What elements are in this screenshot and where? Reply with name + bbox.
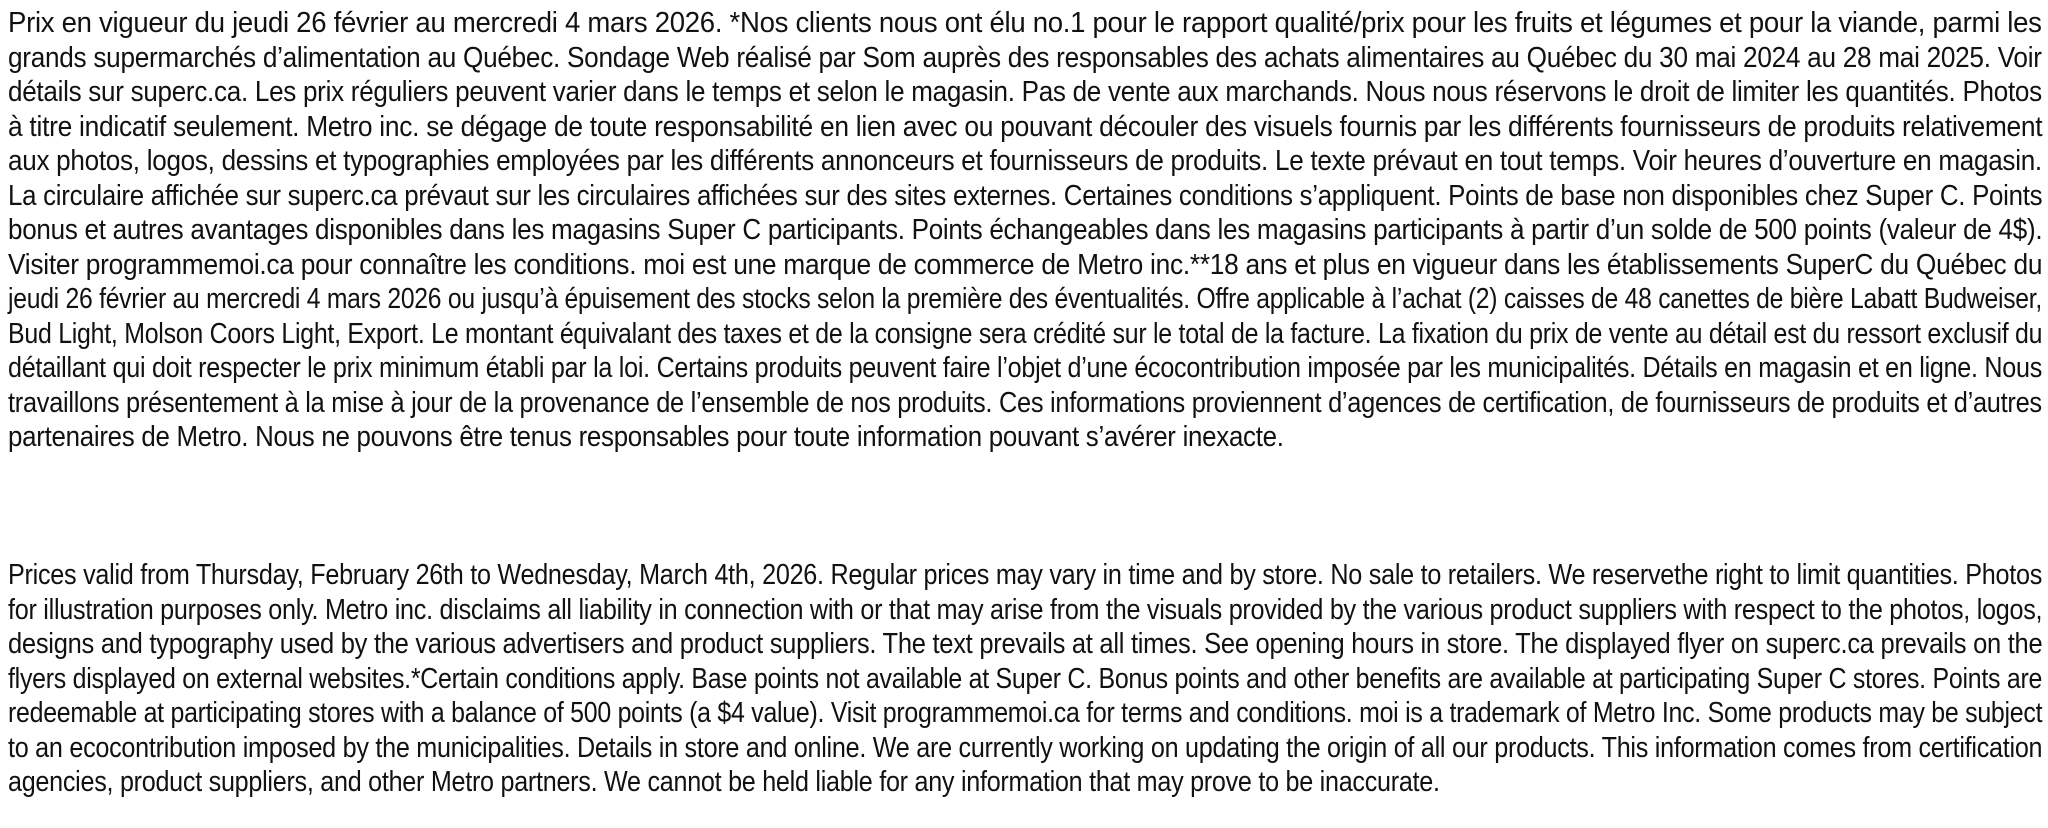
text-line-content: aux photos, logos, dessins et typographies employées par les différents annonceurs et fournisseurs de produits. Le texte prévaut en tout temps. Voir heures d’ouverture en magasin. [8, 145, 2042, 177]
text-line-content: détails sur superc.ca. Les prix réguliers peuvent varier dans le temps et selon le magasin. Pas de vente aux marchands. Nous nous réservons le droit de limiter les quantités. Photos [8, 76, 2042, 108]
text-line [8, 75, 2042, 109]
text-line [8, 248, 2042, 282]
text-line [8, 696, 2042, 730]
text-line-content: Bud Light, Molson Coors Light, Export. Le montant équivalant des taxes et de la consigne sera crédité sur le total de la facture. La fixation du prix de vente au détail est du ressort exclusif du [8, 317, 2043, 350]
text-line [8, 317, 2042, 351]
text-line-content: Prix en vigueur du jeudi 26 février au mercredi 4 mars 2026. *Nos clients nous ont élu no.1 pour le rapport qualité/prix pour les fruits et légumes et pour la viande, parmi les [8, 7, 2042, 39]
text-line [8, 558, 2042, 592]
text-line-content: jeudi 26 février au mercredi 4 mars 2026 ou jusqu’à épuisement des stocks selon la première des éventualités. Offre applicable à l’achat (2) caisses de 48 canettes de bière Labatt Budweiser, [8, 283, 2043, 315]
text-line-content: détaillant qui doit respecter le prix minimum établi par la loi. Certains produits peuvent faire l’objet d’une écocontribution imposée par les municipalités. Détails en magasin et en ligne. Nous [8, 352, 2042, 384]
text-line-content: travaillons présentement à la mise à jour de la provenance de l’ensemble de nos produits. Ces informations proviennent d’agences de certification, de fournisseurs de produits et d’autres [8, 386, 2042, 419]
text-line [8, 662, 2042, 696]
text-line [8, 627, 2042, 661]
text-line [8, 386, 2042, 420]
text-line [8, 593, 2042, 627]
text-line-content: La circulaire affichée sur superc.ca prévaut sur les circulaires affichées sur des sites externes. Certaines conditions s’appliquent. Points de base non disponibles chez Super C. Points [8, 179, 2043, 212]
text-line-last [8, 765, 2042, 799]
text-line [8, 282, 2042, 316]
text-line-content: Visiter programmemoi.ca pour connaître les conditions. moi est une marque de commerce de Metro inc.**18 ans et plus en vigueur dans les établissements SuperC du Québec du [8, 248, 2043, 281]
text-line [8, 41, 2042, 75]
text-line [8, 6, 2042, 40]
text-line [8, 179, 2042, 213]
text-line-content: flyers displayed on external websites.*Certain conditions apply. Base points not available at Super C. Bonus points and other benefits are available at participating Super C stores. Points are [8, 662, 2043, 695]
text-line-content: designs and typography used by the various advertisers and product suppliers. The text prevails at all times. See opening hours in store. The displayed flyer on superc.ca prevails on the [8, 628, 2043, 660]
text-line-content: agencies, product suppliers, and other Metro partners. We cannot be held liable for any information that may prove to be inaccurate. [8, 766, 1440, 798]
text-line [8, 144, 2042, 178]
text-line [8, 213, 2042, 247]
text-line [8, 731, 2042, 765]
text-line-last [8, 420, 2042, 454]
text-line [8, 110, 2042, 144]
text-line-content: redeemable at participating stores with a balance of 500 points (a $4 value). Visit programmemoi.ca for terms and conditions. moi is a trademark of Metro Inc. Some products may be subject [8, 697, 2043, 729]
text-line-content: to an ecocontribution imposed by the municipalities. Details in store and online. We are currently working on updating the origin of all our products. This information comes from certification [8, 731, 2043, 764]
text-line [8, 351, 2042, 385]
text-line-content: for illustration purposes only. Metro inc. disclaims all liability in connection with or that may arise from the visuals provided by the various product suppliers with respect to the photos, logos, [8, 593, 2043, 626]
text-line-content: Prices valid from Thursday, February 26th to Wednesday, March 4th, 2026. Regular prices may vary in time and by store. No sale to retailers. We reservethe right to limit quantities. Photos [8, 559, 2043, 591]
text-line-content: grands supermarchés d’alimentation au Québec. Sondage Web réalisé par Som auprès des responsables des achats alimentaires au Québec du 30 mai 2024 au 28 mai 2025. Voir [8, 41, 2042, 74]
text-line-content: bonus et autres avantages disponibles dans les magasins Super C participants. Points échangeables dans les magasins participants à partir d’un solde de 500 points (valeur de 4$). [8, 214, 2043, 246]
text-line-content: à titre indicatif seulement. Metro inc. se dégage de toute responsabilité en lien avec ou pouvant découler des visuels fournis par les différents fournisseurs de produits relativement [8, 110, 2043, 143]
text-line-content: partenaires de Metro. Nous ne pouvons être tenus responsables pour toute information pouvant s’avérer inexacte. [8, 421, 1284, 453]
